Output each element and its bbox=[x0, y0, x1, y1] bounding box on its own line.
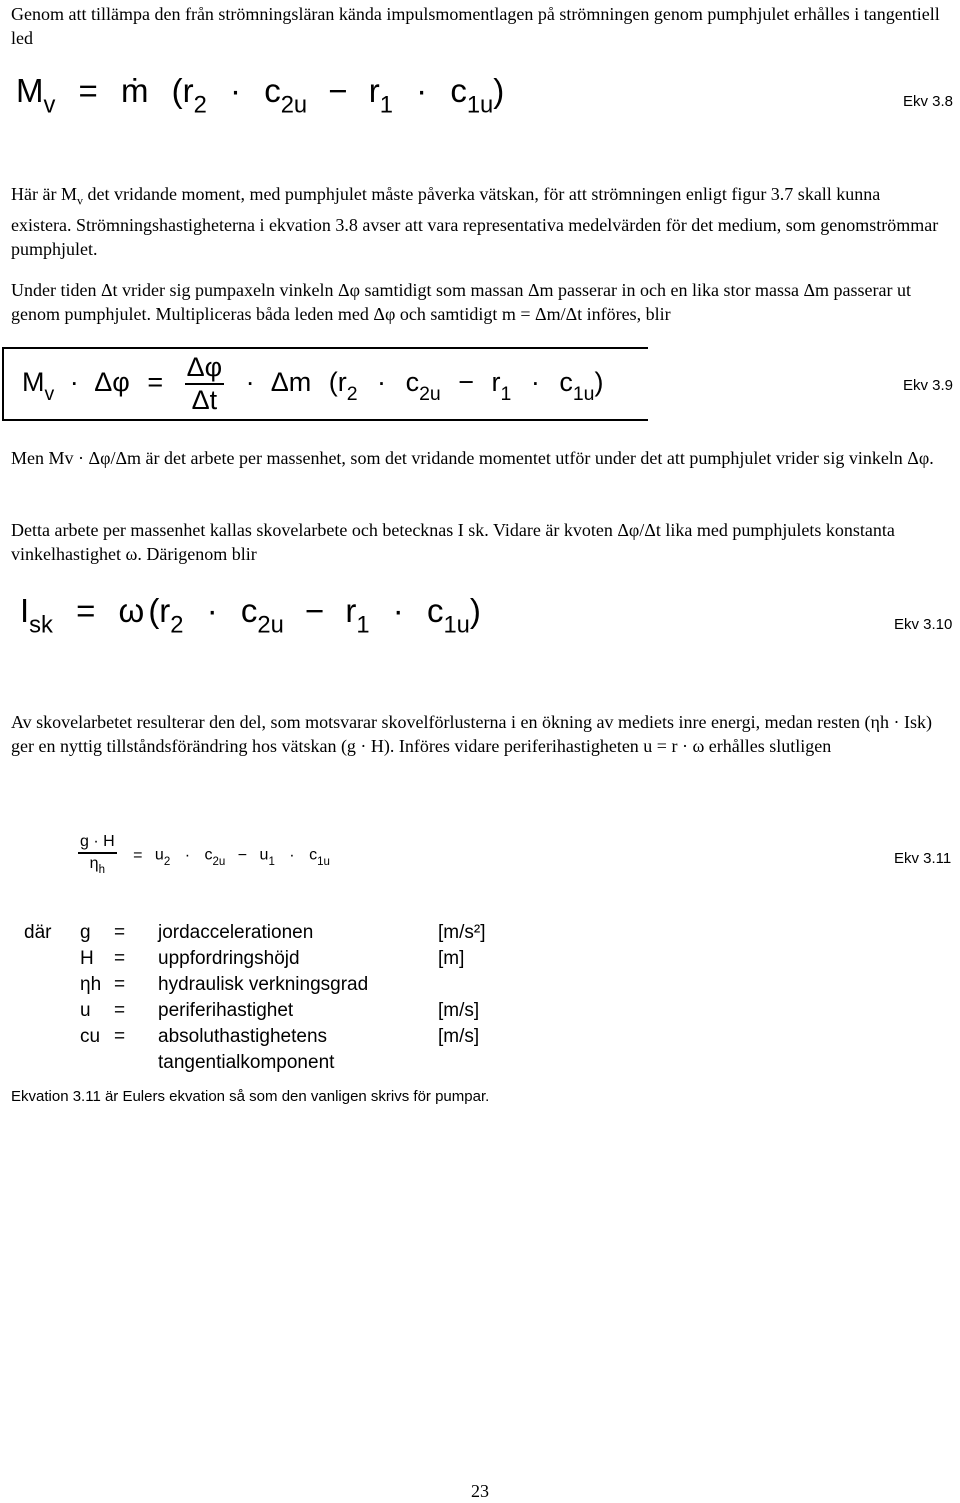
equation-3-11 bbox=[78, 834, 330, 877]
definition-symbol: cu bbox=[80, 1026, 101, 1047]
definition-unit: [m/s] bbox=[438, 1026, 480, 1047]
eq-term: ) bbox=[594, 367, 604, 398]
closing-note: Ekvation 3.11 är Eulers ekvation så som den vanligen skrivs för pumpar. bbox=[11, 1088, 490, 1105]
eq-term: I bbox=[20, 592, 30, 629]
eq-sign: = bbox=[147, 367, 164, 398]
rotation-paragraph: Under tiden Δt vrider sig pumpaxeln vinkeln Δφ samtidigt som massan Δm passerar in och en lika stor massa Δm passerar ut genom pumphjulet. Multipliceras båda leden med Δφ och samtidigt m = Δm/Δt införes, blir bbox=[11, 280, 912, 324]
definition-row bbox=[24, 1000, 486, 1026]
eq-subscript: 2u bbox=[419, 382, 441, 405]
eq-term: c bbox=[405, 367, 420, 398]
eq-subscript: 1 bbox=[268, 855, 275, 868]
eq-term: (r bbox=[171, 72, 194, 109]
moment-paragraph bbox=[11, 182, 941, 261]
fraction-numerator: g · H bbox=[78, 834, 117, 854]
eq-operator: · bbox=[289, 846, 295, 864]
eq-operator: · bbox=[206, 592, 218, 629]
eq-subscript: 2 bbox=[346, 382, 358, 405]
definition-description: uppfordringshöjd bbox=[158, 948, 300, 969]
definition-symbol bbox=[80, 1052, 114, 1078]
eq-subscript: h bbox=[98, 864, 105, 877]
eq-subscript: 2 bbox=[193, 91, 207, 119]
eq-operator: · bbox=[230, 72, 242, 109]
eq-subscript: v bbox=[43, 91, 56, 119]
definition-row bbox=[24, 1052, 486, 1078]
eq-term: (r bbox=[328, 367, 347, 398]
eq-term: c bbox=[264, 72, 281, 109]
eq-term: ω bbox=[118, 592, 145, 629]
eq-term: ) bbox=[469, 592, 481, 629]
eq-subscript: 2u bbox=[257, 611, 284, 639]
eq-operator: − bbox=[328, 72, 348, 109]
definition-row bbox=[24, 1026, 486, 1052]
eq-operator: − bbox=[304, 592, 325, 629]
eq-term: c bbox=[426, 592, 444, 629]
page-number: 23 bbox=[471, 1481, 489, 1501]
eq-operator: · bbox=[184, 846, 191, 864]
eq-subscript: 1u bbox=[443, 611, 470, 639]
eq-subscript: 2 bbox=[170, 611, 184, 639]
definition-unit bbox=[438, 974, 486, 1000]
definition-symbol: ηh bbox=[80, 974, 102, 995]
equation-label: Ekv 3.10 bbox=[894, 616, 953, 633]
text-run: det vridande moment, med pumphjulet måste påverka vätskan, för att strömningen enligt figur 3.7 skall kunna existera. Strömningshastigheterna i ekvation 3.8 avser att vara representativa medelvärden för det medium, som genomströmmar pumphjulet. bbox=[11, 184, 939, 259]
eq-term: c bbox=[559, 367, 573, 398]
eq-term: r bbox=[345, 592, 357, 629]
euler-derivation-paragraph: Av skovelarbetet resulterar den del, som motsvarar skovelförlusterna i en ökning av mediets inre energi, medan resten (ηh · Isk) ger en nyttig tillståndsförändring hos vätskan (g · H). Införes vidare periferihastigheten u = r · ω erhålles slutligen bbox=[11, 712, 932, 756]
eq-term: r bbox=[368, 72, 380, 109]
text-run: Här är M bbox=[11, 184, 77, 204]
eq-subscript: 1u bbox=[317, 855, 330, 868]
definition-row bbox=[24, 922, 486, 948]
definitions-intro: där bbox=[24, 922, 52, 943]
definition-row bbox=[24, 974, 486, 1000]
definition-unit bbox=[438, 1052, 486, 1078]
symbol-definitions bbox=[24, 922, 486, 1078]
eq-term: c bbox=[240, 592, 258, 629]
eq-term: r bbox=[491, 367, 501, 398]
equation-3-8 bbox=[16, 72, 504, 120]
definition-symbol: g bbox=[80, 922, 91, 943]
eq-operator: · bbox=[245, 367, 255, 398]
definition-equals: = bbox=[114, 922, 126, 943]
eq-subscript: 1 bbox=[500, 382, 512, 405]
eq-operator: · bbox=[69, 367, 79, 398]
eq-term: ) bbox=[493, 72, 505, 109]
eq-subscript: 1u bbox=[466, 91, 494, 119]
definition-description: hydraulisk verkningsgrad bbox=[158, 974, 369, 995]
eq-operator: · bbox=[377, 367, 387, 398]
eq-operator: · bbox=[392, 592, 404, 629]
intro-paragraph: Genom att tillämpa den från strömningsläran kända impulsmomentlagen på strömningen genom pumphjulet erhålles i tangentiell led bbox=[11, 4, 940, 48]
eq-term: η bbox=[89, 855, 99, 872]
definition-unit: [m/s²] bbox=[438, 922, 486, 943]
equation-label: Ekv 3.9 bbox=[903, 377, 954, 394]
eq-term: M bbox=[16, 72, 44, 109]
work-paragraph: Men Mv · Δφ/Δm är det arbete per massenhet, som det vridande momentet utför under det att pumphjulet vrider sig vinkeln Δφ. bbox=[11, 448, 934, 468]
eq-term: (r bbox=[148, 592, 171, 629]
eq-term: c bbox=[450, 72, 467, 109]
definition-description: periferihastighet bbox=[158, 1000, 294, 1021]
equation-label: Ekv 3.8 bbox=[903, 93, 954, 110]
eq-subscript: 1 bbox=[379, 91, 393, 119]
eq-operator: · bbox=[530, 367, 540, 398]
definition-equals bbox=[114, 1052, 158, 1078]
eq-term: c bbox=[309, 846, 318, 864]
text-subscript: v bbox=[76, 193, 83, 208]
eq-fraction bbox=[78, 834, 117, 877]
blade-work-paragraph: Detta arbete per massenhet kallas skovelarbete och betecknas I sk. Vidare är kvoten Δφ/Δt lika med pumphjulets konstanta vinkelhastighet ω. Därigenom blir bbox=[11, 520, 895, 564]
eq-subscript: 1 bbox=[356, 611, 370, 639]
eq-subscript: 1u bbox=[572, 382, 595, 405]
eq-term: M bbox=[22, 367, 45, 398]
eq-term: c bbox=[204, 846, 213, 864]
eq-term: u bbox=[259, 846, 269, 864]
eq-term: ṁ bbox=[121, 72, 149, 109]
eq-subscript: sk bbox=[29, 611, 53, 639]
definition-description: tangentialkomponent bbox=[158, 1052, 335, 1073]
equation-3-9 bbox=[22, 354, 603, 414]
definition-equals: = bbox=[114, 1000, 126, 1021]
fraction-denominator bbox=[78, 854, 117, 877]
definition-equals: = bbox=[114, 1026, 126, 1047]
definition-equals: = bbox=[114, 974, 126, 995]
eq-term: Δφ bbox=[94, 367, 130, 398]
equation-3-10 bbox=[20, 592, 481, 640]
definition-description: jordaccelerationen bbox=[158, 922, 314, 943]
eq-subscript: 2u bbox=[212, 855, 226, 868]
equation-label: Ekv 3.11 bbox=[894, 850, 952, 867]
eq-sign: = bbox=[76, 592, 96, 629]
definition-row bbox=[24, 948, 486, 974]
definition-unit: [m/s] bbox=[438, 1000, 480, 1021]
definition-symbol: u bbox=[80, 1000, 91, 1021]
eq-sign: = bbox=[78, 72, 98, 109]
definition-description: absoluthastighetens bbox=[158, 1026, 328, 1047]
definition-unit: [m] bbox=[438, 948, 465, 969]
eq-term: u bbox=[154, 846, 164, 864]
fraction-denominator: Δt bbox=[191, 385, 218, 415]
eq-subscript: 2u bbox=[280, 91, 308, 119]
eq-operator: − bbox=[237, 846, 248, 864]
eq-sign: = bbox=[133, 846, 143, 864]
eq-fraction bbox=[185, 354, 225, 414]
definition-equals: = bbox=[114, 948, 126, 969]
eq-operator: · bbox=[416, 72, 428, 109]
eq-term: Δm bbox=[270, 367, 312, 398]
eq-operator: − bbox=[458, 367, 474, 398]
fraction-numerator: Δφ bbox=[185, 354, 225, 385]
eq-subscript: v bbox=[44, 382, 55, 405]
definition-symbol: H bbox=[80, 948, 94, 969]
eq-subscript: 2 bbox=[163, 855, 171, 868]
